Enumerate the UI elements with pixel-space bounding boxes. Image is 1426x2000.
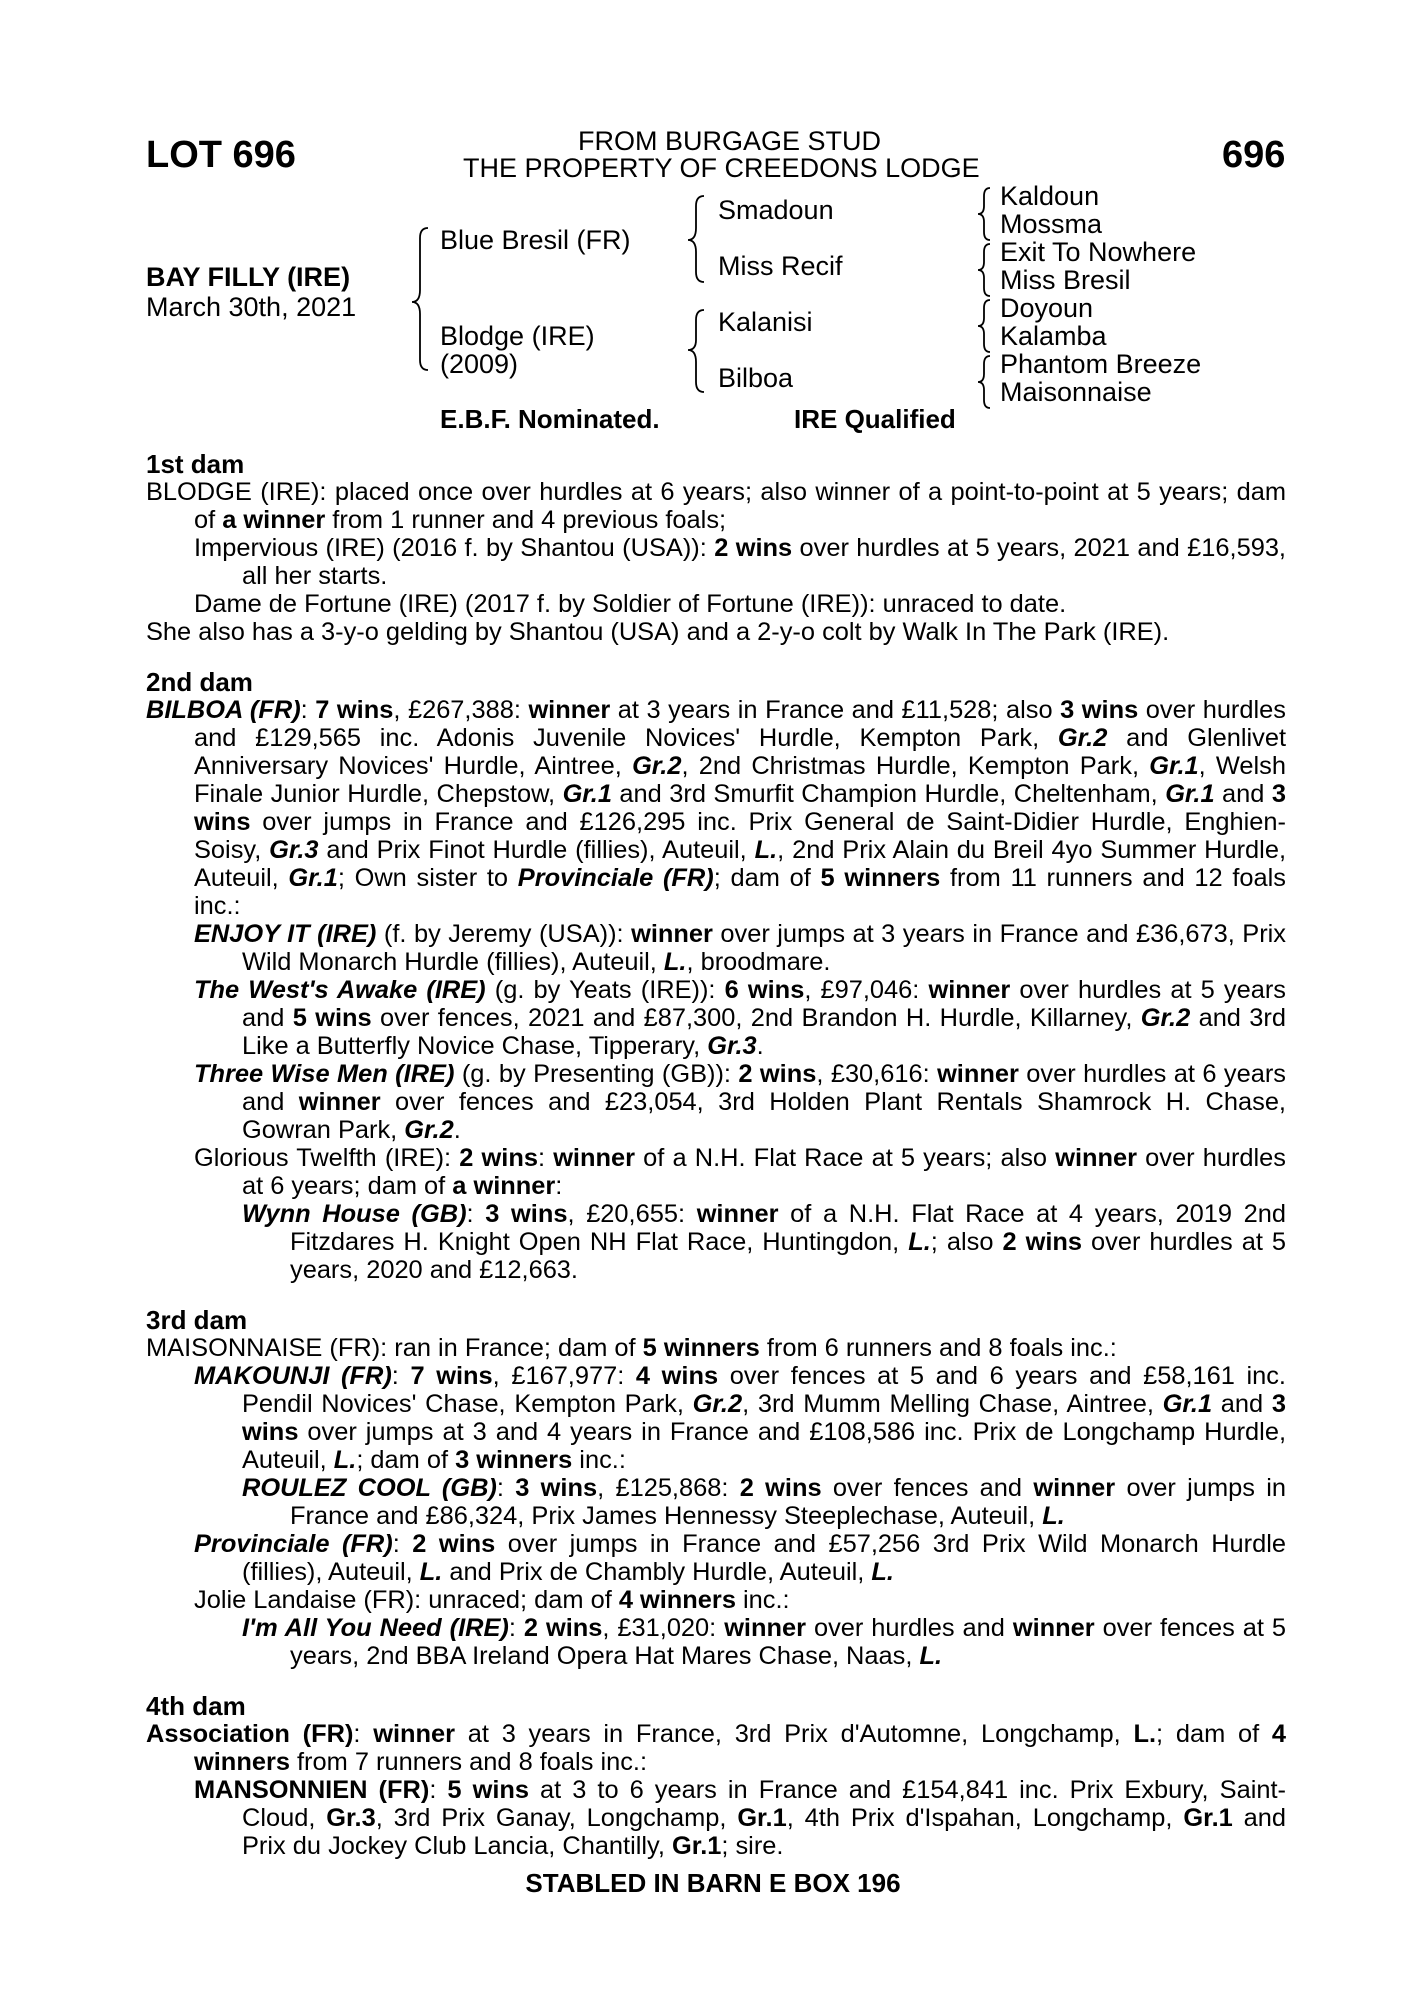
pedigree-braces bbox=[0, 0, 1426, 420]
catalogue-body bbox=[146, 450, 1286, 1860]
grandparent-5: Doyoun bbox=[1000, 293, 1094, 323]
entry-impervious: Impervious (IRE) (2016 f. by Shantou (USA)): 2 wins over hurdles at 5 years, 2021 and £16,593, all her starts. bbox=[194, 534, 1286, 590]
horse-sex: BAY FILLY (IRE) bbox=[146, 262, 351, 292]
entry-also-has: She also has a 3-y-o gelding by Shantou (USA) and a 2-y-o colt by Walk In The Park (IRE). bbox=[146, 618, 1170, 646]
section-heading-4th-dam: 4th dam bbox=[146, 1691, 246, 1721]
entry-mansonnien: MANSONNIEN (FR): 5 wins at 3 to 6 years in France and £154,841 inc. Prix Exbury, Saint-Cloud, Gr.3, 3rd Prix Ganay, Longchamp, Gr.1, 4th Prix d'Ispahan, Longchamp, Gr.1 and Prix du Jockey Club Lancia, Chantilly, Gr.1; sire. bbox=[194, 1776, 1286, 1860]
entry-bilboa: BILBOA (FR): 7 wins, £267,388: winner at 3 years in France and £11,528; also 3 wins over hurdles and £129,565 inc. Adonis Juvenile Novices' Hurdle, Kempton Park, Gr.2 and Glenlivet Anniversary Novices' Hurdle, Aintree, Gr.2, 2nd Christmas Hurdle, Kempton Park, Gr.1, Welsh Finale Junior Hurdle, Chepstow, Gr.1 and 3rd Smurfit Champion Hurdle, Cheltenham, Gr.1 and 3 wins over jumps in France and £126,295 inc. Prix General de Saint-Didier Hurdle, Enghien-Soisy, Gr.3 and Prix Finot Hurdle (fillies), Auteuil, L., 2nd Prix Alain du Breil 4yo Summer Hurdle, Auteuil, Gr.1; Own sister to Provinciale (FR); dam of 5 winners from 11 runners and 12 foals inc.: bbox=[146, 696, 1287, 920]
grandparent-2: Mossma bbox=[1000, 209, 1103, 239]
ebf-note: E.B.F. Nominated. bbox=[440, 404, 660, 434]
entry-blodge: BLODGE (IRE): placed once over hurdles at 6 years; also winner of a point-to-point at 5 years; dam of a winner from 1 runner and 4 previous foals; bbox=[146, 478, 1286, 534]
sire-sire: Smadoun bbox=[718, 195, 834, 225]
ire-note: IRE Qualified bbox=[794, 404, 956, 434]
entry-wynn-house: Wynn House (GB): 3 wins, £20,655: winner of a N.H. Flat Race at 4 years, 2019 2nd Fitzdares H. Knight Open NH Flat Race, Huntingdon, L.; also 2 wins over hurdles at 5 years, 2020 and £12,663. bbox=[242, 1200, 1286, 1284]
property-line: THE PROPERTY OF CREEDONS LODGE bbox=[463, 153, 980, 183]
grandparent-8: Maisonnaise bbox=[1000, 377, 1152, 407]
sire-dam: Miss Recif bbox=[718, 251, 843, 281]
stabling-info: STABLED IN BARN E BOX 196 bbox=[525, 1868, 901, 1898]
dam-dam: Bilboa bbox=[718, 363, 794, 393]
entry-roulez-cool: ROULEZ COOL (GB): 3 wins, £125,868: 2 wins over fences and winner over jumps in France and £86,324, Prix James Hennessy Steeplechase, Auteuil, L. bbox=[242, 1474, 1286, 1530]
entry-the-wests-awake: The West's Awake (IRE) (g. by Yeats (IRE)): 6 wins, £97,046: winner over hurdles at 5 years and 5 wins over fences, 2021 and £87,300, 2nd Brandon H. Hurdle, Killarney, Gr.2 and 3rd Like a Butterfly Novice Chase, Tipperary, Gr.3. bbox=[194, 976, 1286, 1060]
section-heading-1st-dam: 1st dam bbox=[146, 449, 245, 479]
entry-makounji: MAKOUNJI (FR): 7 wins, £167,977: 4 wins over fences at 5 and 6 years and £58,161 inc. Pendil Novices' Chase, Kempton Park, Gr.2, 3rd Mumm Melling Chase, Aintree, Gr.1 and 3 wins over jumps at 3 and 4 years in France and £108,586 inc. Prix de Longchamp Hurdle, Auteuil, L.; dam of 3 winners inc.: bbox=[194, 1362, 1286, 1474]
lot-label: LOT 696 bbox=[146, 134, 296, 176]
lot-number: 696 bbox=[1222, 134, 1286, 176]
grandparent-6: Kalamba bbox=[1000, 321, 1107, 351]
horse-foaled: March 30th, 2021 bbox=[146, 292, 357, 322]
entry-jolie-landaise: Jolie Landaise (FR): unraced; dam of 4 winners inc.: bbox=[194, 1586, 790, 1614]
section-heading-3rd-dam: 3rd dam bbox=[146, 1305, 248, 1335]
entry-three-wise-men: Three Wise Men (IRE) (g. by Presenting (GB)): 2 wins, £30,616: winner over hurdles at 6 years and winner over fences and £23,054, 3rd Holden Plant Rentals Shamrock H. Chase, Gowran Park, Gr.2. bbox=[194, 1060, 1286, 1144]
entry-association: Association (FR): winner at 3 years in France, 3rd Prix d'Automne, Longchamp, L.; dam of 4 winners from 7 runners and 8 foals inc.: bbox=[146, 1720, 1287, 1776]
grandparent-3: Exit To Nowhere bbox=[1000, 237, 1197, 267]
entry-provinciale: Provinciale (FR): 2 wins over jumps in France and £57,256 3rd Prix Wild Monarch Hurdle (fillies), Auteuil, L. and Prix de Chambly Hurdle, Auteuil, L. bbox=[194, 1530, 1286, 1586]
sire: Blue Bresil (FR) bbox=[440, 225, 631, 255]
entry-maisonnaise: MAISONNAISE (FR): ran in France; dam of 5 winners from 6 runners and 8 foals inc.: bbox=[146, 1334, 1117, 1362]
dam-sire: Kalanisi bbox=[718, 307, 813, 337]
entry-dame-de-fortune: Dame de Fortune (IRE) (2017 f. by Soldier of Fortune (IRE)): unraced to date. bbox=[194, 590, 1067, 618]
entry-enjoy-it: ENJOY IT (IRE) (f. by Jeremy (USA)): winner over jumps at 3 years in France and £36,673, Prix Wild Monarch Hurdle (fillies), Auteuil, L., broodmare. bbox=[194, 920, 1287, 976]
section-heading-2nd-dam: 2nd dam bbox=[146, 667, 253, 697]
entry-glorious-twelfth: Glorious Twelfth (IRE): 2 wins: winner of a N.H. Flat Race at 5 years; also winner over hurdles at 6 years; dam of a winner: bbox=[194, 1144, 1286, 1200]
grandparent-4: Miss Bresil bbox=[1000, 265, 1131, 295]
grandparent-1: Kaldoun bbox=[1000, 181, 1100, 211]
entry-im-all-you-need: I'm All You Need (IRE): 2 wins, £31,020: winner over hurdles and winner over fences at 5 years, 2nd BBA Ireland Opera Hat Mares Chase, Naas, L. bbox=[242, 1614, 1286, 1670]
from-line: FROM BURGAGE STUD bbox=[578, 126, 882, 156]
grandparent-7: Phantom Breeze bbox=[1000, 349, 1202, 379]
dam-year: (2009) bbox=[440, 349, 519, 379]
dam: Blodge (IRE) bbox=[440, 321, 595, 351]
